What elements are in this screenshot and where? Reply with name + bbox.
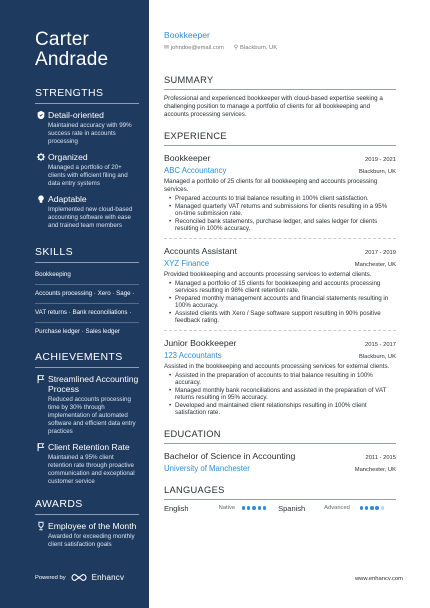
experience-heading: EXPERIENCE: [164, 131, 396, 146]
strength-item: [35, 110, 139, 146]
experience-entry: [164, 246, 396, 331]
experience-dates: 2017 - 2019: [365, 249, 396, 256]
education-entry: [164, 451, 396, 473]
first-name: Carter: [35, 29, 89, 50]
experience-location: Blackburn, UK: [358, 169, 396, 175]
language-rating: [242, 506, 278, 510]
email-icon: ✉: [164, 45, 169, 51]
rating-dot: [375, 506, 379, 510]
strength-desc: Implemented new cloud-based accounting software with ease and trained team members: [48, 206, 133, 229]
bullet-item: • Managed a portfolio of 15 clients for bookkeeping and accounts processing services resulting in 98% client retention rate.: [169, 280, 396, 295]
rating-dot: [365, 506, 369, 510]
main-content: [164, 30, 396, 513]
experience-title: Junior Bookkeeper: [164, 337, 237, 348]
experience-dates: 2015 - 2017: [365, 341, 396, 348]
rating-dot: [252, 506, 256, 510]
achievement-item: [35, 442, 139, 486]
rating-dot: [263, 506, 267, 510]
powered-by-label: Powered by: [35, 574, 66, 581]
skill-row: VAT returns · Bank reconciliations ·: [35, 309, 139, 323]
experience-company: XYZ Finance: [164, 258, 210, 268]
languages-list: [164, 504, 396, 513]
badge-icon: [35, 110, 47, 120]
award-item: [35, 521, 139, 549]
language-level: Advanced: [324, 505, 350, 511]
strengths-heading: STRENGTHS: [35, 87, 139, 104]
experience-desc: Provided bookkeeping and accounts processing services to external clients.: [164, 270, 372, 278]
skill-row: Bookkeeping: [35, 271, 139, 285]
experience-company: ABC Accountancy: [164, 166, 227, 175]
education-degree: Bachelor of Science in Accounting: [164, 450, 296, 461]
language-name: English: [164, 503, 189, 513]
education-heading: EDUCATION: [164, 429, 396, 444]
achievements-heading: ACHIEVEMENTS: [35, 351, 139, 368]
strength-title: Organized: [48, 152, 88, 162]
strength-desc: Maintained accuracy with 99% success rate in accounts processing: [48, 122, 132, 145]
rating-dot: [360, 506, 364, 510]
strength-desc: Managed a portfolio of 20+ clients with efficient filing and data entry systems: [48, 164, 128, 187]
strength-title: Adaptable: [48, 194, 87, 204]
skill-row: Accounts processing · Xero · Sage ·: [35, 290, 139, 304]
bullet-item: • Assisted in the preparation of accounts to trial balance resulting in 100% accuracy.: [169, 372, 396, 387]
experience-title: Bookkeeper: [164, 153, 211, 163]
summary-heading: SUMMARY: [164, 75, 396, 90]
experience-bullets: [164, 195, 396, 233]
contact-line: [164, 45, 396, 51]
bullet-item: • Prepared monthly management accounts and financial statements resulting in 100% accuracy.: [169, 295, 396, 310]
bullet-item: • Managed monthly bank reconciliations and assisted in the preparation of VAT returns resulting in 95% accuracy.: [169, 387, 396, 402]
bullet-item: • Reconciled bank statements, purchase ledger, and sales ledger for clients resulting in 100% accuracy.: [169, 218, 396, 233]
bullet-item: • Assisted clients with Xero / Sage software support resulting in 90% positive feedback rating.: [169, 310, 396, 325]
bullet-item: • Developed and maintained client relationships resulting in 100% client satisfaction rate.: [169, 402, 396, 417]
skills-heading: SKILLS: [35, 246, 139, 263]
strength-title: Detail-oriented: [48, 110, 104, 120]
lightbulb-icon: [35, 194, 47, 204]
experience-dates: 2019 - 2021: [365, 157, 396, 163]
language-rating: [360, 506, 396, 510]
bullet-item: • Managed quarterly VAT returns and submissions for clients resulting in a 95% on-time submission rate.: [169, 203, 396, 218]
strength-item: [35, 194, 139, 230]
education-school: University of Manchester: [164, 463, 250, 473]
experience-entry: [164, 338, 396, 417]
achievement-item: [35, 374, 139, 436]
last-name: Andrade: [35, 49, 109, 70]
award-title: Employee of the Month: [48, 521, 137, 531]
achievement-desc: Maintained a 95% client retention rate through proactive communication and exceptional customer service: [48, 454, 135, 485]
strength-item: [35, 152, 139, 188]
divider: [164, 330, 396, 331]
enhancv-logo-icon: [71, 573, 87, 582]
candidate-name: [35, 30, 139, 70]
flag-icon: [35, 442, 47, 452]
achievement-title: Client Retention Rate: [48, 442, 130, 452]
education-dates: 2011 - 2015: [365, 454, 396, 461]
powered-by: [35, 573, 124, 582]
education-location: Manchester, UK: [354, 466, 396, 473]
languages-heading: LANGUAGES: [164, 485, 396, 500]
rating-dot: [242, 506, 246, 510]
rating-dot: [370, 506, 374, 510]
brand-name: Enhancv: [91, 573, 125, 582]
language-name: Spanish: [278, 503, 306, 513]
experience-title: Accounts Assistant: [164, 245, 237, 256]
achievement-title: Streamlined Accounting Process: [48, 374, 139, 394]
skill-row: Purchase ledger · Sales ledger: [35, 328, 120, 335]
header-job-title: Bookkeeper: [164, 30, 210, 40]
flag-icon: [35, 374, 47, 384]
rating-dot: [247, 506, 251, 510]
skills-list: [35, 271, 139, 341]
bullet-item: • Prepared accounts to trial balance resulting in 100% client satisfaction.: [169, 195, 396, 203]
footer-url[interactable]: www.enhancv.com: [355, 576, 403, 582]
experience-bullets: [164, 372, 396, 417]
experience-desc: Assisted in the bookkeeping and accounts processing services for external clients.: [164, 362, 390, 370]
experience-bullets: [164, 280, 396, 325]
divider: [164, 238, 396, 239]
summary-text: Professional and experienced bookkeeper with cloud-based expertise seeking a challenging position to manage a portfolio of clients for all bookkeeping and accounts processing services.: [164, 95, 383, 118]
awards-heading: AWARDS: [35, 498, 139, 515]
rating-dot: [258, 506, 262, 510]
award-desc: Awarded for exceeding monthly client satisfaction goals: [48, 533, 135, 548]
experience-location: Blackburn, UK: [358, 353, 396, 360]
language-level: Native: [218, 505, 236, 511]
achievement-desc: Reduced accounts processing time by 30% through implementation of automated software and efficient data entry practices: [48, 396, 136, 435]
location-pin-icon: ⚲: [233, 45, 239, 51]
experience-desc: Managed a portfolio of 25 clients for all bookkeeping and accounts processing services.: [164, 178, 378, 193]
trophy-icon: [35, 521, 47, 531]
experience-location: Manchester, UK: [354, 261, 396, 268]
experience-company: 123 Accountants: [164, 350, 222, 360]
contact-location: Blackburn, UK: [240, 45, 278, 51]
contact-email[interactable]: johndoe@email.com: [170, 45, 224, 51]
gear-icon: [35, 152, 47, 162]
experience-entry: [164, 153, 396, 239]
rating-dot: [381, 506, 385, 510]
sidebar: [0, 0, 149, 608]
